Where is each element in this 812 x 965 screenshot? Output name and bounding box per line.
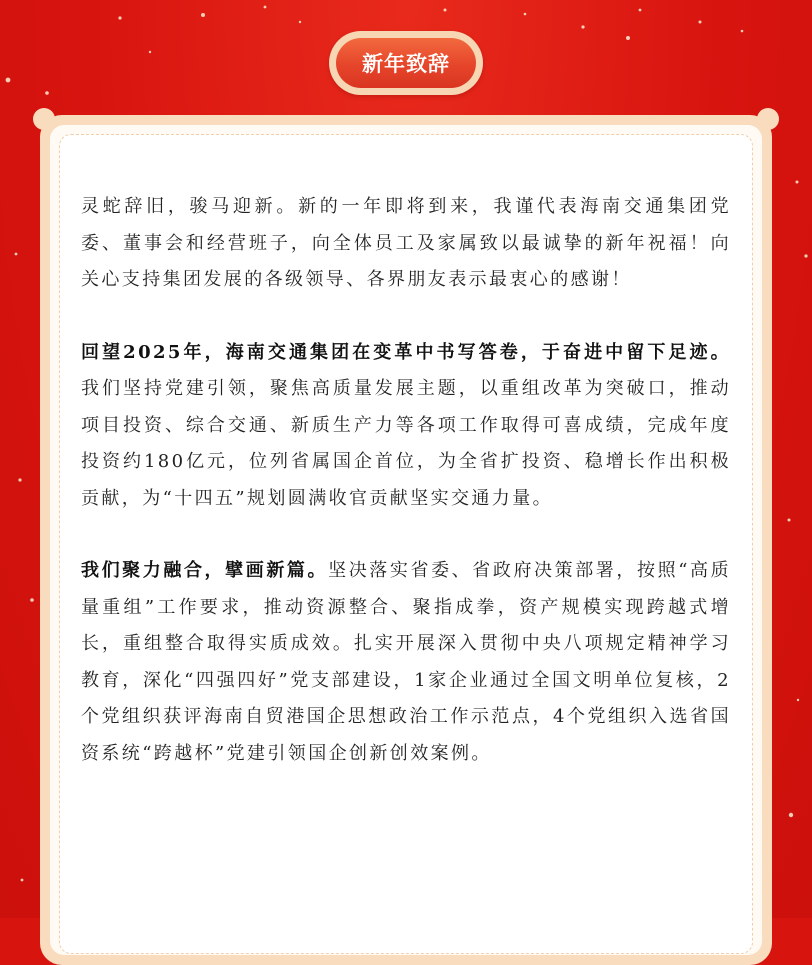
paragraph-3-lead: 我们聚力融合，擘画新篇。 xyxy=(81,560,329,581)
speech-content xyxy=(81,189,731,808)
section-title-badge xyxy=(329,31,483,95)
paragraph-3-text: 坚决落实省委、省政府决策部署，按照“高质量重组”工作要求，推动资源整合、聚指成拳，资产规模实现跨越式增长，重组整合取得实质成效。扎实开展深入贯彻中央八项规定精神学习教育，深化“四强四好”党支部建设，1家企业通过全国文明单位复核，2个党组织获评海南自贸港国企思想政治工作示范点，4个党组织入选省国资系统“跨越杯”党建引领国企创新创效案例。 xyxy=(81,560,731,764)
card-corner-top-left xyxy=(33,108,55,130)
paragraph-1-text: 灵蛇辞旧，骏马迎新。新的一年即将到来，我谨代表海南交通集团党委、董事会和经营班子，向全体员工及家属致以最诚挚的新年祝福！向关心支持集团发展的各级领导、各界朋友表示最衷心的感谢！ xyxy=(81,196,731,290)
section-title-badge-inner xyxy=(336,38,476,88)
paragraph-2-text: 我们坚持党建引领，聚焦高质量发展主题，以重组改革为突破口，推动项目投资、综合交通、新质生产力等各项工作取得可喜成绩，完成年度投资约180亿元，位列省属国企首位，为全省扩投资、稳增长作出积极贡献，为“十四五”规划圆满收官贡献坚实交通力量。 xyxy=(81,378,731,509)
paragraph-3 xyxy=(81,553,731,772)
paragraph-1 xyxy=(81,189,731,299)
section-title: 新年致辞 xyxy=(362,52,450,76)
paragraph-2 xyxy=(81,335,731,518)
card-corner-top-right xyxy=(757,108,779,130)
paragraph-2-lead: 回望2025年，海南交通集团在变革中书写答卷，于奋进中留下足迹。 xyxy=(81,341,731,363)
